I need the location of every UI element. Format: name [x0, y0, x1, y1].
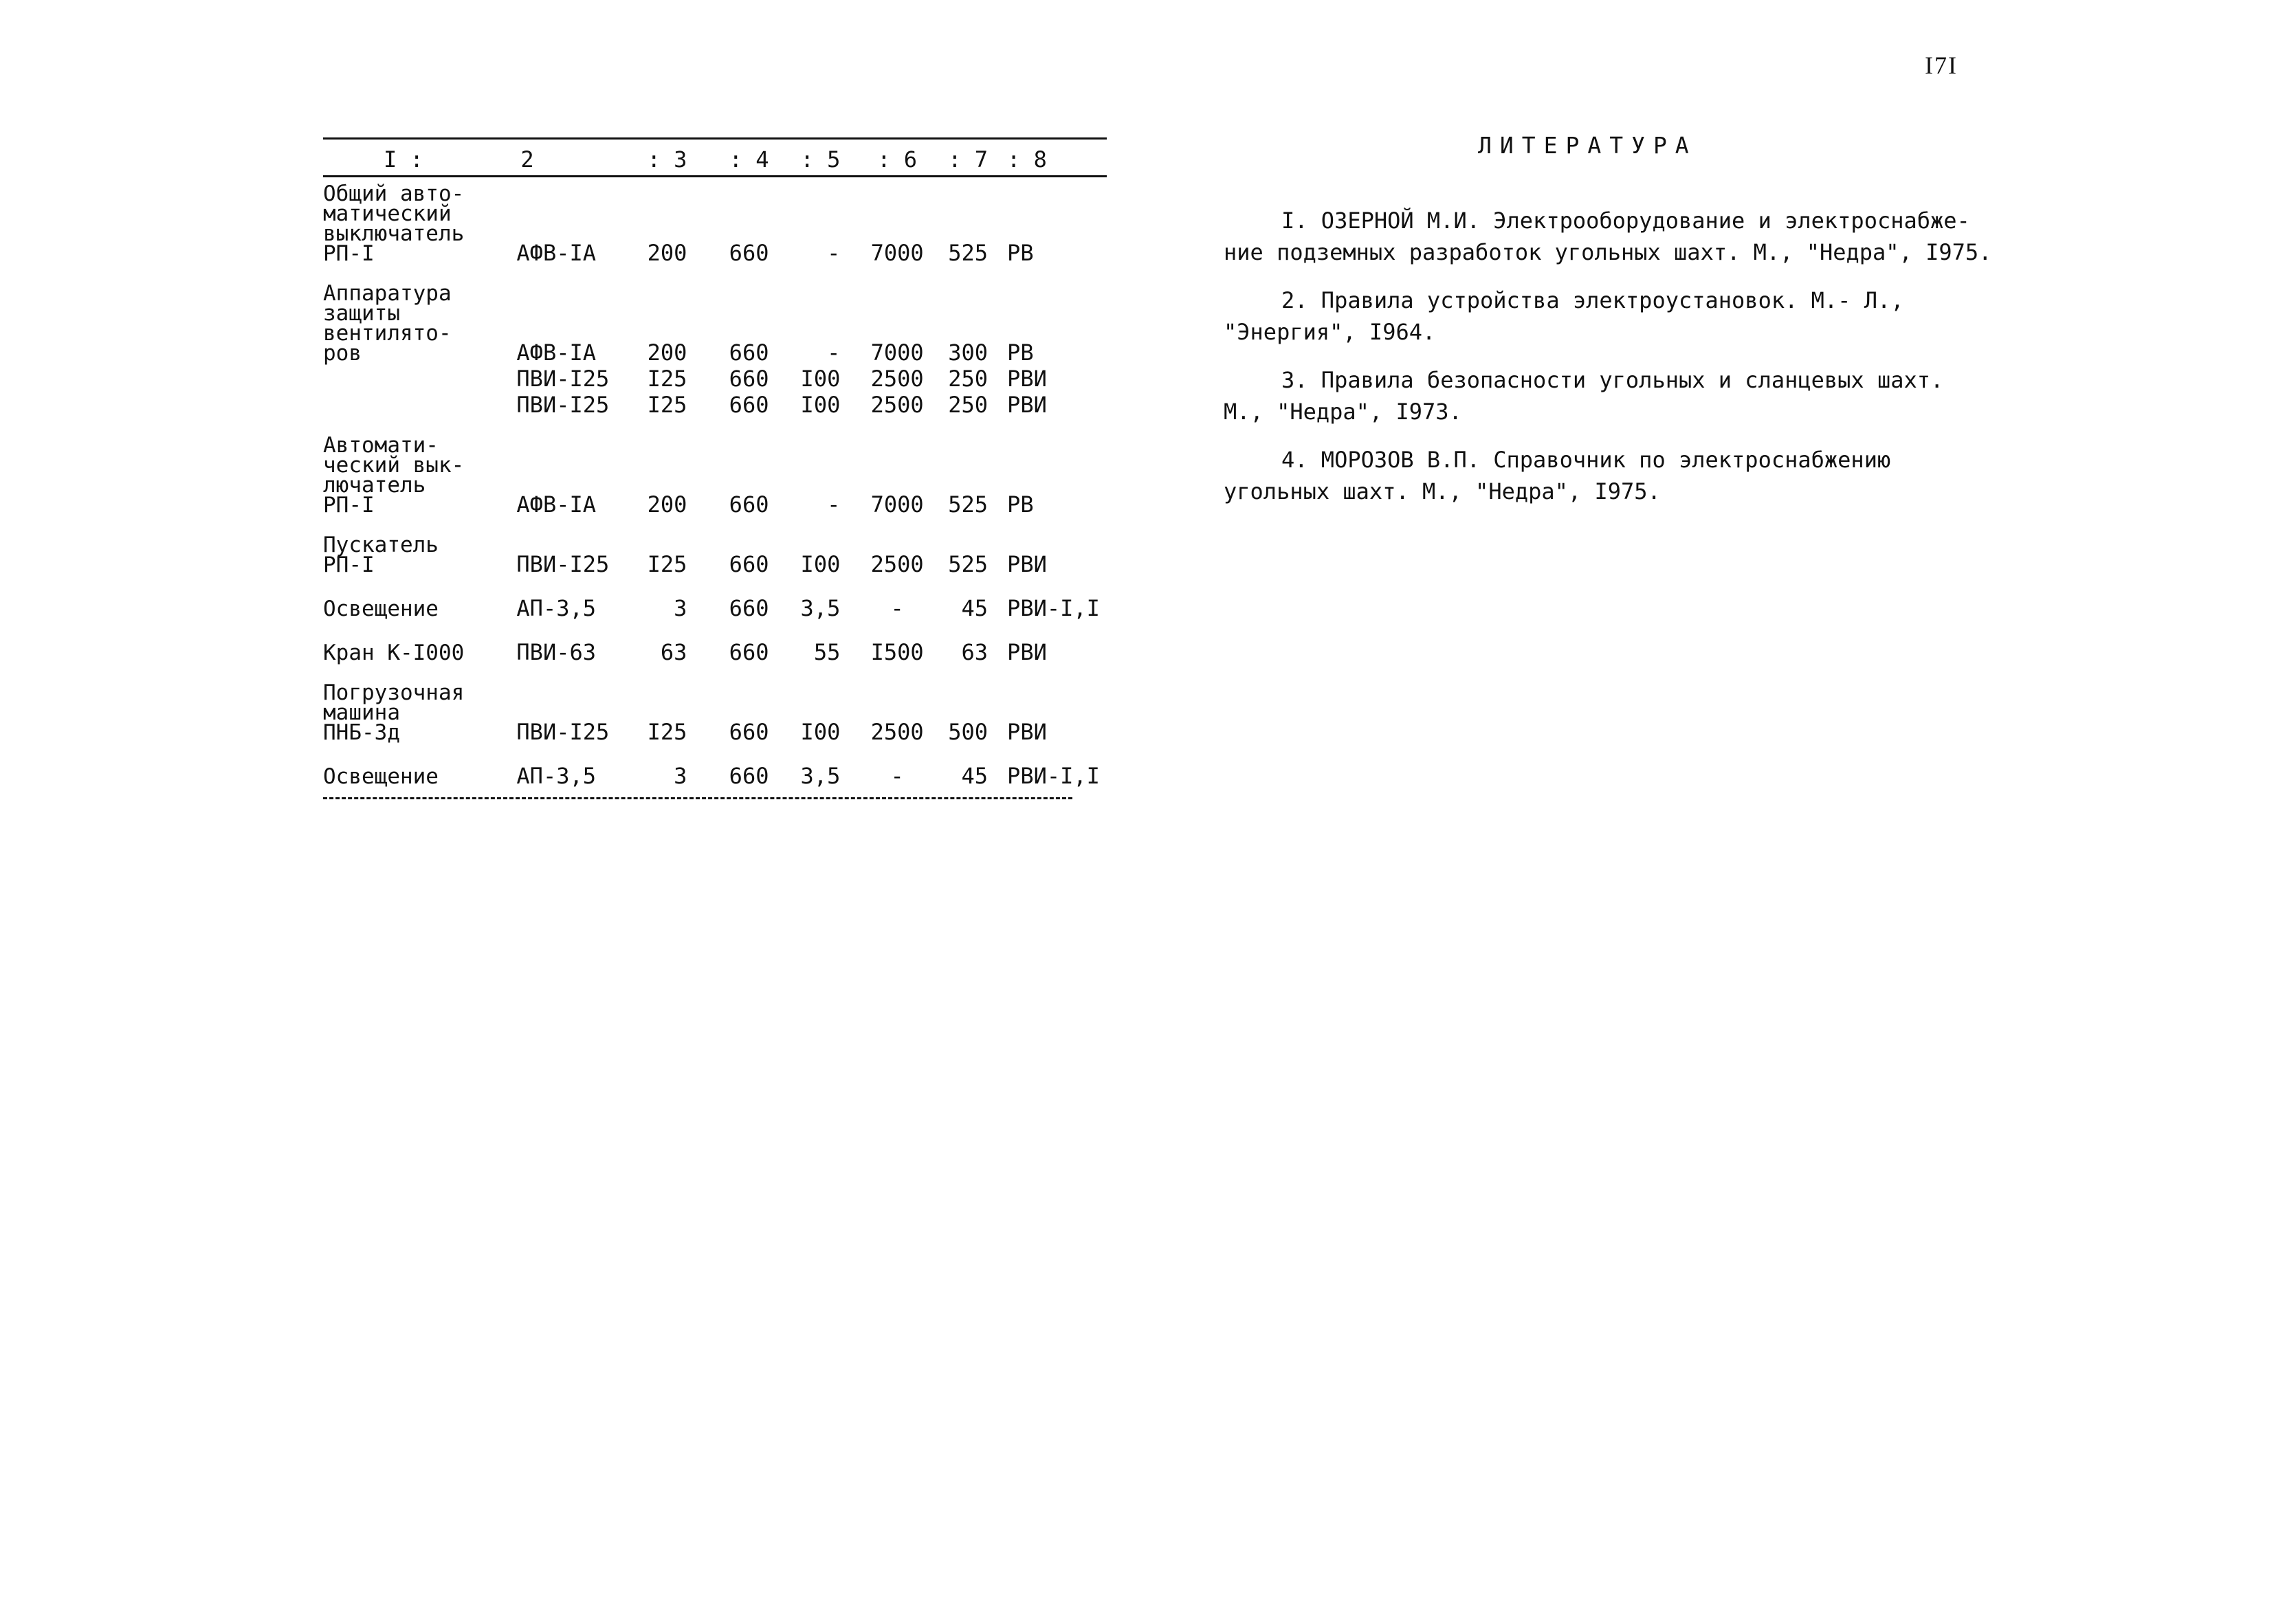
- page-number: I7I: [1925, 52, 1958, 79]
- table-cell-col8: РВИ-I,I: [1007, 763, 1100, 789]
- table-cell-col8: РВИ: [1007, 719, 1047, 745]
- table-row: [323, 745, 1107, 789]
- header-cell-6: : 6: [861, 139, 934, 177]
- table-cell-col6: 7000: [870, 491, 924, 518]
- table-cell-col3: 3: [674, 595, 687, 621]
- table-cell-col3: I25: [647, 719, 687, 745]
- table-cell-col8: РВИ: [1007, 639, 1047, 665]
- table-cell-col7: 45: [961, 595, 989, 621]
- table-cell-col6: 2500: [870, 366, 924, 392]
- table-cell-col4: 660: [729, 366, 769, 392]
- equipment-name: [323, 433, 465, 518]
- header-cell-3: : 3: [635, 139, 707, 177]
- equipment-name-line: Аппаратура: [323, 281, 452, 306]
- equipment-name-line: Освещение: [323, 764, 439, 789]
- equipment-name-line: ческий вык-: [323, 453, 465, 478]
- table-cell-col6: I500: [870, 639, 924, 665]
- equipment-name-line: Автомати-: [323, 433, 439, 458]
- table-cell-col7: 525: [948, 551, 989, 577]
- reference-item: [1224, 444, 1980, 507]
- equipment-name-line: Кран К-I000: [323, 641, 465, 665]
- equipment-name: [323, 599, 439, 619]
- equipment-name-line: РП-I: [323, 241, 375, 266]
- equipment-name-line: Освещение: [323, 597, 439, 621]
- equipment-name-line: машина: [323, 700, 400, 725]
- equipment-name-cell: [323, 392, 516, 418]
- table-cell-col4: 660: [729, 240, 769, 266]
- table-cell-col4: 660: [729, 719, 769, 745]
- reference-item: [1224, 364, 1980, 427]
- equipment-table-area: [323, 137, 1107, 799]
- table-cell-col7: 525: [948, 240, 989, 266]
- table-row: [323, 665, 1107, 745]
- table-cell-col6: 2500: [870, 719, 924, 745]
- table-row: [323, 577, 1107, 621]
- table-cell-col8: РВИ: [1007, 392, 1047, 418]
- equipment-name: [323, 281, 452, 366]
- equipment-name-line: вентилято-: [323, 321, 452, 346]
- table-cell-col8: РВИ: [1007, 551, 1047, 577]
- equipment-name: [323, 680, 465, 745]
- table-cell-col2: АФВ-IА: [516, 491, 596, 518]
- reference-line: 4. МОРОЗОВ В.П. Справочник по электроснабжению: [1281, 447, 1891, 473]
- table-cell-col8: РВ: [1007, 240, 1034, 266]
- table-cell-col5: -: [827, 491, 841, 518]
- table-cell-col4: 660: [729, 491, 769, 518]
- header-row: [323, 139, 1107, 177]
- table-cell-col3: 200: [647, 491, 687, 518]
- reference-line: М., "Недра", I973.: [1224, 399, 1462, 425]
- equipment-name-line: выключатель: [323, 221, 465, 246]
- table-cell-col6: 7000: [870, 240, 924, 266]
- table-cell-col5: 55: [813, 639, 841, 665]
- equipment-table: [323, 137, 1107, 789]
- literature-title: ЛИТЕРАТУРА: [1478, 132, 1697, 159]
- table-cell-col2: ПВИ-I25: [516, 366, 610, 392]
- table-cell-col5: -: [827, 240, 841, 266]
- table-cell-col7: 525: [948, 491, 989, 518]
- table-cell-col4: 660: [729, 551, 769, 577]
- reference-line: угольных шахт. М., "Недра", I975.: [1224, 478, 1661, 504]
- equipment-name-line: ров: [323, 341, 362, 366]
- equipment-name-line: ПНБ-3д: [323, 720, 400, 745]
- table-bottom-dashed-rule: [323, 797, 1072, 799]
- reference-list: [1224, 205, 1992, 524]
- table-cell-col8: РВИ: [1007, 366, 1047, 392]
- equipment-name: [323, 181, 465, 266]
- equipment-name-line: защиты: [323, 301, 400, 326]
- table-cell-col2: АП-3,5: [516, 595, 596, 621]
- table-cell-col7: 300: [948, 340, 989, 366]
- reference-item: [1224, 285, 1980, 348]
- table-cell-col7: 63: [961, 639, 989, 665]
- table-cell-col3: 200: [647, 340, 687, 366]
- table-cell-col3: 63: [660, 639, 687, 665]
- table-cell-col6: 2500: [870, 551, 924, 577]
- equipment-name-cell: [323, 366, 516, 392]
- table-row: [323, 366, 1107, 392]
- equipment-name: [323, 643, 464, 663]
- equipment-name-cell: [323, 418, 516, 518]
- table-cell-col5: -: [827, 340, 841, 366]
- table-cell-col7: 250: [948, 392, 989, 418]
- table-cell-col4: 660: [729, 392, 769, 418]
- reference-line: I. ОЗЕРНОЙ М.И. Электрооборудование и электроснабже-: [1281, 208, 1970, 234]
- table-cell-col2: ПВИ-I25: [516, 719, 610, 745]
- table-cell-col4: 660: [729, 763, 769, 789]
- table-header: [323, 139, 1107, 177]
- equipment-name-cell: [323, 177, 516, 267]
- reference-line: "Энергия", I964.: [1224, 319, 1436, 345]
- header-cell-5: : 5: [792, 139, 861, 177]
- table-cell-col3: I25: [647, 366, 687, 392]
- table-cell-col8: РВ: [1007, 491, 1034, 518]
- equipment-name-line: РП-I: [323, 493, 375, 518]
- table-cell-col2: ПВИ-I25: [516, 392, 610, 418]
- equipment-name-line: лючатель: [323, 473, 426, 498]
- equipment-name: [323, 764, 439, 789]
- table-row: [323, 621, 1107, 665]
- equipment-name-cell: [323, 621, 516, 665]
- table-body: [323, 177, 1107, 790]
- table-cell-col6: 7000: [870, 340, 924, 366]
- equipment-name-cell: [323, 518, 516, 577]
- table-cell-col5: 3,5: [800, 763, 841, 789]
- table-cell-col6: 2500: [870, 392, 924, 418]
- table-cell-col3: 3: [674, 763, 687, 789]
- table-cell-col3: I25: [647, 551, 687, 577]
- equipment-name-cell: [323, 665, 516, 745]
- table-cell-col5: 3,5: [800, 595, 841, 621]
- table-cell-col5: I00: [800, 719, 841, 745]
- table-cell-col7: 500: [948, 719, 989, 745]
- table-cell-col2: ПВИ-I25: [516, 551, 610, 577]
- reference-line: 3. Правила безопасности угольных и сланцевых шахт.: [1281, 367, 1944, 393]
- table-cell-col7: 250: [948, 366, 989, 392]
- header-cell-8: : 8: [1007, 139, 1107, 177]
- table-cell-col6: -: [890, 763, 904, 789]
- equipment-name-line: Пускатель: [323, 533, 439, 557]
- table-cell-col7: 45: [961, 763, 989, 789]
- reference-line: 2. Правила устройства электроустановок. М.- Л.,: [1281, 287, 1904, 313]
- table-row: [323, 392, 1107, 418]
- table-cell-col5: I00: [800, 392, 841, 418]
- table-cell-col5: I00: [800, 551, 841, 577]
- table-row: [323, 518, 1107, 577]
- table-cell-col2: АФВ-IА: [516, 340, 596, 366]
- header-cell-2: 2: [516, 139, 634, 177]
- equipment-name-line: матический: [323, 201, 452, 226]
- table-row: [323, 177, 1107, 267]
- equipment-name-line: Общий авто-: [323, 181, 465, 206]
- table-cell-col5: I00: [800, 366, 841, 392]
- table-cell-col3: I25: [647, 392, 687, 418]
- table-row: [323, 266, 1107, 366]
- table-cell-col8: РВ: [1007, 340, 1034, 366]
- table-cell-col6: -: [890, 595, 904, 621]
- equipment-name-cell: [323, 266, 516, 366]
- table-cell-col2: ПВИ-63: [516, 639, 596, 665]
- table-cell-col4: 660: [729, 639, 769, 665]
- equipment-name-line: Погрузочная: [323, 680, 465, 705]
- table-row: [323, 418, 1107, 518]
- equipment-name-line: РП-I: [323, 553, 375, 577]
- table-cell-col4: 660: [729, 340, 769, 366]
- equipment-name: [323, 535, 439, 575]
- header-cell-4: : 4: [706, 139, 792, 177]
- table-cell-col8: РВИ-I,I: [1007, 595, 1100, 621]
- header-cell-7: : 7: [934, 139, 1007, 177]
- table-cell-col4: 660: [729, 595, 769, 621]
- equipment-name-cell: [323, 745, 516, 789]
- table-cell-col2: АФВ-IА: [516, 240, 596, 266]
- header-cell-1: I :: [323, 139, 516, 177]
- reference-item: [1224, 205, 1992, 268]
- equipment-name-cell: [323, 577, 516, 621]
- table-cell-col3: 200: [647, 240, 687, 266]
- table-cell-col2: АП-3,5: [516, 763, 596, 789]
- reference-line: ние подземных разработок угольных шахт. М., "Недра", I975.: [1224, 239, 1992, 265]
